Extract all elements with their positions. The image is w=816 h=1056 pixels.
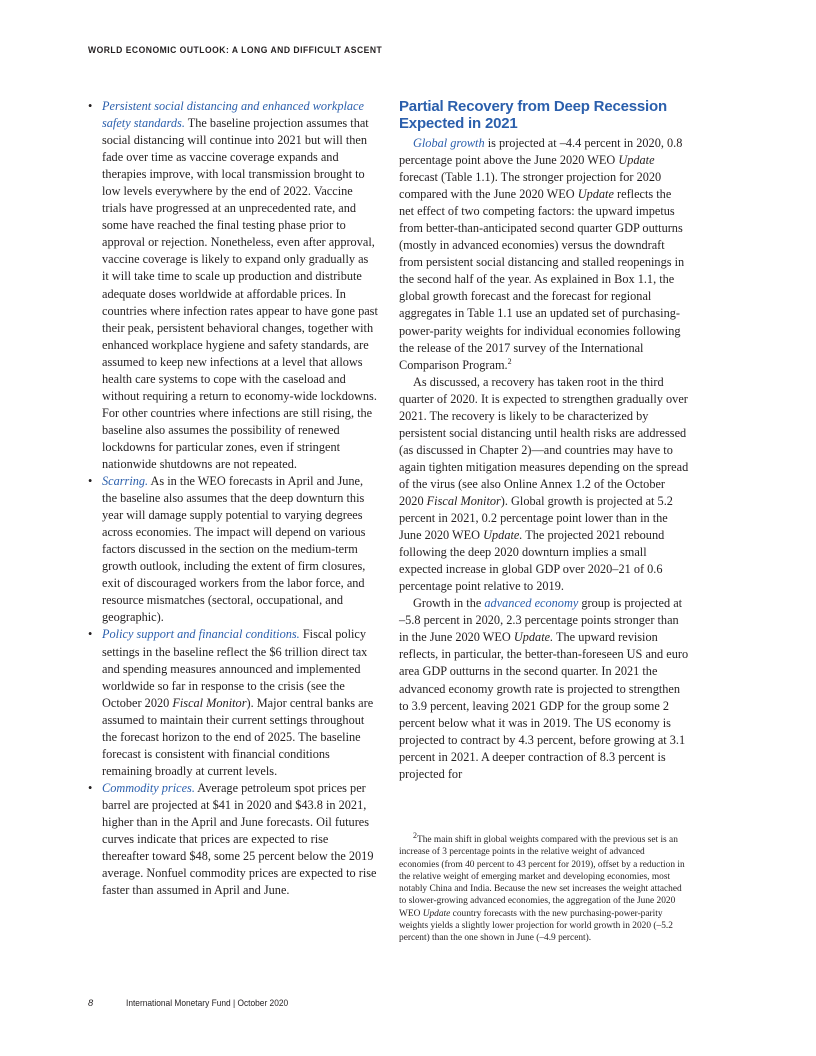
paragraph xyxy=(399,374,689,596)
publication-title: Update xyxy=(618,153,655,168)
bullet-text: The baseline projection assumes that social distancing will continue into 2021 but will then fade over time as vaccine coverage expands and therapies improve, with local transmission brought to low levels everywhere by the end of 2022. Vaccine trials have progressed at an unprecedented rate, and some have reached the final testing phase prior to approval or rejection. Nonetheless, even after approval, vaccine coverage is likely to expand only gradually as it will take time to scale up production and distribute adequate doses worldwide at affordable prices. In countries where infection rates appear to have gone past their peak, persistent behavioral changes, together with enhanced workplace hygiene and safety standards, are assumed to keep new infections at a level that allows health care systems to cope with the caseload and without requiring a return to economy-wide lockdowns. For other countries where infections are still rising, the baseline also assumes the possibility of renewed lockdowns for particular zones, even if stringent nationwide shutdowns are not repeated. xyxy=(102,116,378,471)
paragraph-text: The upward revision reflects, in particular, the better-than-foreseen US and euro area GDP outturns in the second quarter. In 2021 the advanced economy growth rate is projected to strengthen to 3.9 percent, leaving 2021 GDP for the group some 2 percent below what it was in 2019. The US economy is projected to contract by 4.3 percent, before growing at 3.1 percent in 2021. A deeper contraction of 8.3 percent is projected for xyxy=(399,630,689,781)
footnote xyxy=(399,830,687,944)
paragraph-text: ). Global growth is projected at 5.2 percent in 2021, 0.2 percentage point lower than in the June 2020 WEO xyxy=(399,493,673,543)
publication-title: Fiscal Monitor xyxy=(172,695,247,710)
publication-title: Update xyxy=(577,187,614,202)
publication-title: Update. xyxy=(483,528,523,543)
section-title: Partial Recovery from Deep Recession Expected in 2021 xyxy=(399,98,667,132)
assumptions-list xyxy=(88,98,378,899)
list-item xyxy=(88,626,378,779)
publication-title: Fiscal Monitor xyxy=(426,493,501,508)
footnote-text: country forecasts with the new purchasing-power-parity weights yields a slightly lower projection for world growth in 2020 (–5.2 percent) than the one shown in June (–4.9 percent). xyxy=(399,908,673,943)
paragraph xyxy=(399,135,689,374)
list-item xyxy=(88,473,378,626)
left-column xyxy=(88,98,378,899)
bullet-icon: • xyxy=(88,627,93,642)
paragraph-text: The projected 2021 rebound following the deep 2020 downturn implies a small expected increase in global GDP over 2020–21 of 0.6 percentage point relative to 2019. xyxy=(399,528,665,594)
paragraph-text: As discussed, a recovery has taken root in the third quarter of 2020. It is expected to strengthen gradually over 2021. The recovery is likely to be characterized by persistent social distancing until health risks are addressed (as discussed in Chapter 2)—and countries may have to again tighten mitigation measures depending on the spread of the virus (see also Online Annex 1.2 of the October 2020 xyxy=(399,374,689,508)
bullet-lead: Policy support and financial conditions. xyxy=(102,627,300,642)
bullet-icon: • xyxy=(88,780,93,795)
paragraph-text: is projected at –4.4 percent in 2020, 0.8 percentage point above the June 2020 WEO xyxy=(399,136,683,168)
bullet-text: ). Major central banks are assumed to maintain their current settings throughout the forecast horizon to the end of 2025. The baseline forecast is consistent with financial conditions remaining broadly at current levels. xyxy=(102,695,374,778)
bullet-icon: • xyxy=(88,474,93,489)
term-link: advanced economy xyxy=(484,596,579,611)
publication-title: Update xyxy=(422,908,451,919)
page-footer xyxy=(88,998,306,1008)
list-item xyxy=(88,98,378,473)
bullet-lead: Commodity prices. xyxy=(102,780,195,795)
running-title: WORLD ECONOMIC OUTLOOK: A LONG AND DIFFICULT ASCENT xyxy=(88,45,383,55)
bullet-text: Average petroleum spot prices per barrel are projected at $41 in 2020 and $43.8 in 2021, higher than in the April and June forecasts. Oil futures curves indicate that prices are expected to rise thereafter toward $48, some 25 percent below the 2019 average. Nonfuel commodity prices are expected to rise faster than assumed in April and June. xyxy=(102,780,377,898)
publisher-line: International Monetary Fund | October 2020 xyxy=(126,998,289,1008)
page-number: 8 xyxy=(88,998,94,1008)
footnote-marker: 2 xyxy=(413,830,417,840)
right-column xyxy=(399,98,689,783)
bullet-icon: • xyxy=(88,99,93,113)
paragraph xyxy=(399,595,689,783)
bullet-lead: Persistent social distancing and enhanced workplace safety standards. xyxy=(102,99,364,131)
bullet-text: As in the WEO forecasts in April and June, the baseline also assumes that the deep downturn this year will damage supply potential to varying degrees across economies. The impact will depend on various factors discussed in the section on the medium-term growth outlook, including the extent of firm closures, exit of discouraged workers from the labor force, and resource mismatches (sectoral, occupational, and geographic). xyxy=(102,474,366,625)
list-item xyxy=(88,780,378,899)
paragraph-text: group is projected at –5.8 percent in 2020, 2.3 percentage points stronger than in the June 2020 WEO xyxy=(399,596,683,645)
term-link: Global growth xyxy=(413,136,485,150)
paragraph-text: forecast (Table 1.1). The stronger projection for 2020 compared with the June 2020 WEO xyxy=(399,170,662,202)
footnote-text: The main shift in global weights compared with the previous set is an increase of 3 percentage points in the relative weight of advanced economies (from 40 percent to 43 percent for 2019), offset by a reduction in the relative weight of emerging market and developing economies, most notably China and India. Because the new set increases the weight attached to slower-growing advanced economies, the aggregation of the June 2020 WEO xyxy=(399,835,685,919)
publication-title: Update. xyxy=(513,630,554,645)
paragraph-text: Growth in the xyxy=(413,596,485,611)
footnote-marker: 2 xyxy=(507,356,512,366)
bullet-text: Fiscal policy settings in the baseline reflect the $6 trillion direct tax and spending measures announced and implemented worldwide so far in response to the crisis (see the October 2020 xyxy=(102,627,368,710)
paragraph-text: reflects the net effect of two competing factors: the upward impetus from better-than-anticipated second quarter GDP outturns (mostly in advanced economies) versus the downdraft from persistent social distancing and stalled reopenings in the second half of the year. As explained in Box 1.1, the global growth forecast and the forecast for regional aggregates in Table 1.1 use an updated set of purchasing-power-parity weights for individual economies following the release of the 2017 survey of the International Comparison Program. xyxy=(399,187,685,372)
bullet-lead: Scarring. xyxy=(102,474,149,489)
